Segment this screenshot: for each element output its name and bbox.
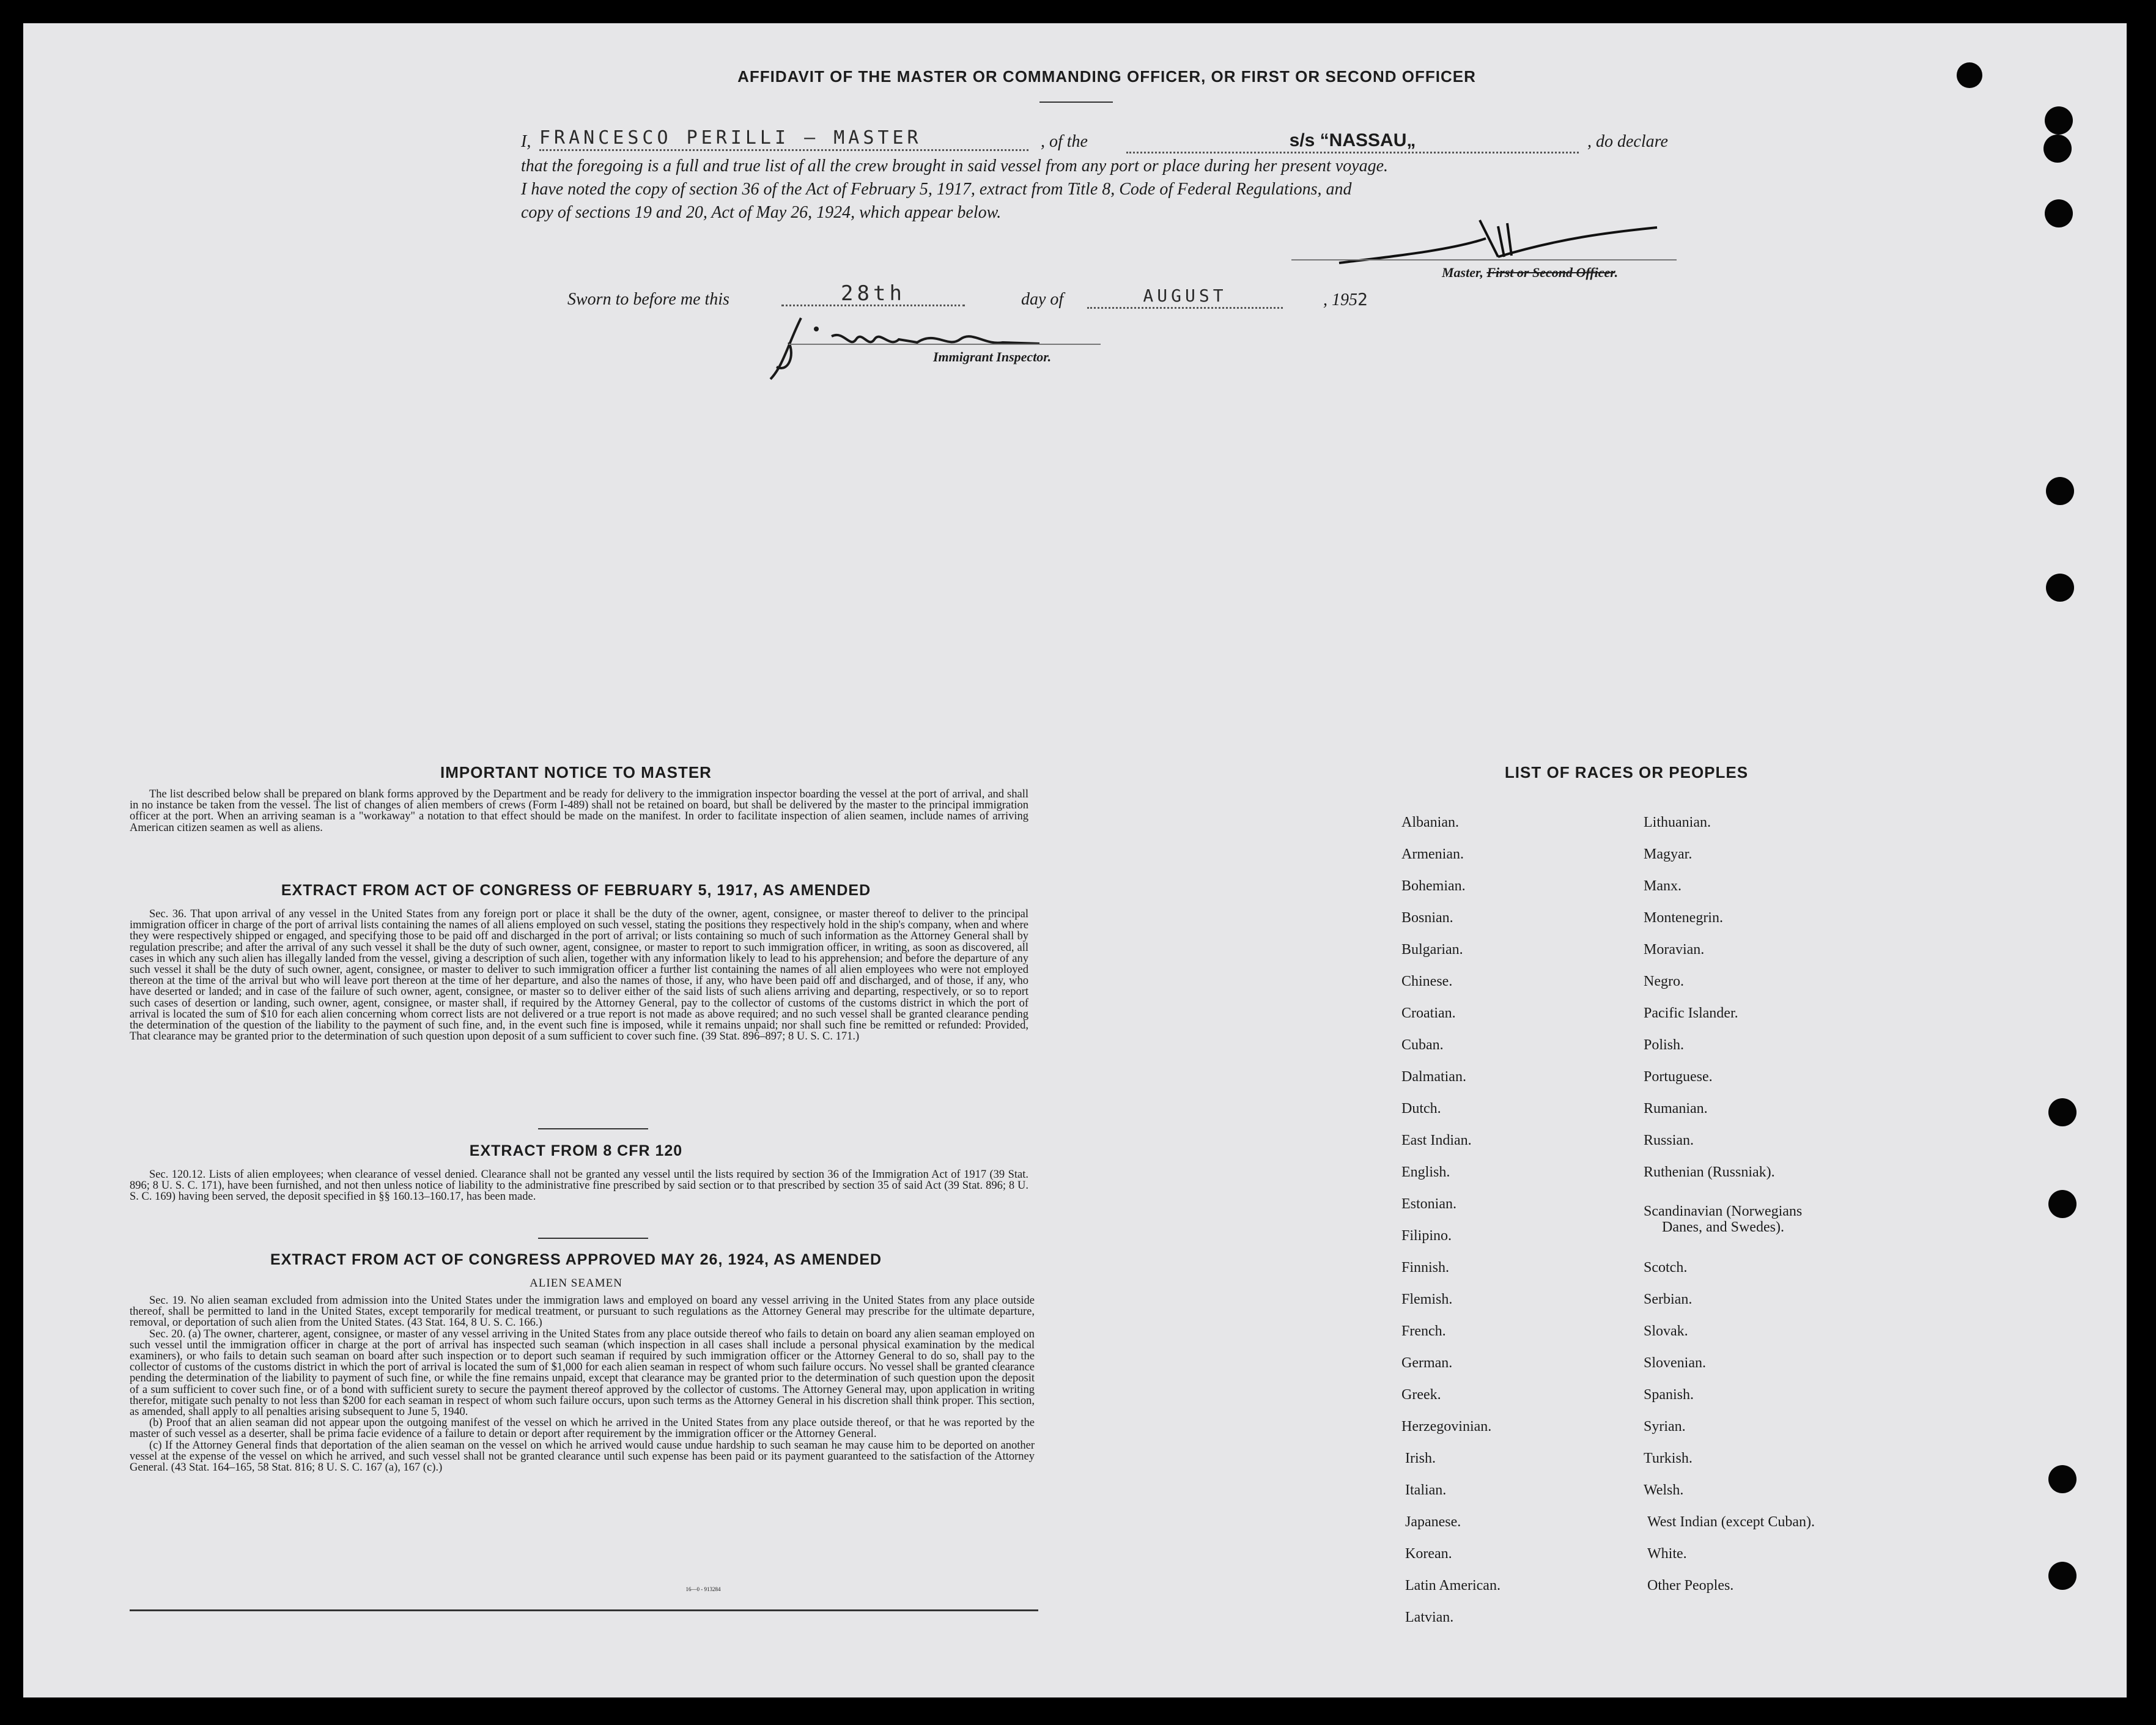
race-item: Moravian. [1644,942,1705,958]
sworn-prefix: Sworn to before me this [567,290,729,309]
race-item: Cuban. [1401,1037,1444,1053]
bottom-rule [130,1609,1038,1611]
notice-text: The list described below shall be prepared on blank forms approved by the Department and be ready for delivery to the immigration inspector boarding the vessel at the port of arrival, and shall in no instance be taken from the vessel. The list of changes of alien members of crews (Form I-489) shall not be retained on board, but shall be delivered by the master to the principal immigration officer at the port. When an arriving seaman is a "workaway" a notation to that effect should be made on the manifest. In order to facilitate inspection of alien seamen, include names of arriving American citizen seamen as well as aliens. [130,788,1028,834]
race-item: Turkish. [1644,1450,1693,1466]
punch-hole [2046,477,2074,505]
punch-hole [2048,1190,2077,1218]
sworn-day: 28th [781,283,965,306]
race-item: Polish. [1644,1037,1685,1053]
race-item: Bohemian. [1401,878,1466,894]
extract-cfr-title: EXTRACT FROM 8 CFR 120 [469,1142,683,1159]
race-item: Scotch. [1644,1260,1688,1276]
race-item: Bosnian. [1401,910,1453,926]
punch-hole [1957,62,1982,88]
extract-1924-text [130,1295,1035,1473]
race-item: Albanian. [1401,814,1459,830]
race-item: Filipino. [1401,1228,1452,1244]
race-item: Dalmatian. [1401,1069,1466,1085]
punch-hole [2048,1465,2077,1493]
race-item: Russian. [1644,1132,1694,1148]
race-item: Serbian. [1644,1291,1693,1307]
affidavit-prefix: I, [521,132,531,151]
master-name: FRANCESCO PERILLI – MASTER [539,127,1028,151]
year-prefix: , 195 [1323,290,1357,309]
race-item: Magyar. [1644,846,1693,862]
punch-hole [2045,106,2073,135]
inspector-caption: Immigrant Inspector. [933,349,1052,364]
section-20b: (b) Proof that an alien seaman did not appear upon the outgoing manifest of the vessel on which he arrived in the United States from any place outside thereof, or that he was reported by the master of such vessel as a deserter, shall be prima facie evidence of a failure to detain or deport after requirement by the immigration officer or the Attorney General. [130,1417,1035,1441]
master-caption [1442,262,1618,284]
race-item: Negro. [1644,973,1684,989]
affidavit-title: AFFIDAVIT OF THE MASTER OR COMMANDING OFFICER, OR FIRST OR SECOND OFFICER [737,67,1476,86]
race-item: Latvian. [1405,1609,1454,1625]
race-item: Italian. [1405,1482,1447,1498]
race-item: Bulgarian. [1401,942,1463,958]
race-item: Portuguese. [1644,1069,1713,1085]
race-item: Slovak. [1644,1323,1688,1339]
master-signature-line [1291,259,1677,260]
race-item: Flemish. [1401,1291,1453,1307]
race-item: Montenegrin. [1644,910,1723,926]
race-item: Syrian. [1644,1419,1686,1435]
section-20c: (c) If the Attorney General finds that deportation of the alien seaman on the vessel on which he arrived would cause undue hardship to such seaman he may cause him to be deported on another vessel at the expense of the vessel on which he arrived, and such vessel shall not be granted clearance until such expense has been paid or its payment guaranteed to the satisfaction of the Attorney General. (43 Stat. 164–165, 58 Stat. 816; 8 U. S. C. 167 (a), 167 (c).) [130,1439,1035,1474]
race-item: Dutch. [1401,1101,1441,1117]
punch-hole [2045,199,2073,227]
race-item: Japanese. [1405,1514,1461,1530]
race-item: White. [1647,1546,1687,1562]
race-item: Estonian. [1401,1196,1456,1212]
race-item: German. [1401,1355,1453,1371]
do-declare-text: , do declare [1587,132,1668,151]
race-item: Finnish. [1401,1260,1450,1276]
notice-title: IMPORTANT NOTICE TO MASTER [440,763,712,781]
race-item: Ruthenian (Russniak). [1644,1164,1775,1180]
race-item: Scandinavian (Norwegians [1644,1203,1803,1219]
race-item: Welsh. [1644,1482,1684,1498]
race-item: Armenian. [1401,846,1464,862]
race-item: Spanish. [1644,1387,1694,1403]
race-item: Pacific Islander. [1644,1005,1738,1021]
extract-1917-title: EXTRACT FROM ACT OF CONGRESS OF FEBRUARY 5, 1917, AS AMENDED [281,882,871,899]
race-item: Rumanian. [1644,1101,1708,1117]
race-item: Manx. [1644,878,1682,894]
section-19: Sec. 19. No alien seaman excluded from admission into the United States under the immigration laws and employed on board any vessel arriving in the United States from any place outside thereof, shall be permitted to land in the United States, except temporarily for medical treatment, or pursuant to such regulations as the Attorney General may prescribe for the ultimate departure, removal, or deportation of such alien from the United States. (43 Stat. 164, 8 U. S. C. 166.) [130,1295,1035,1329]
sworn-month: AUGUST [1087,285,1283,309]
race-item: Latin American. [1405,1578,1501,1594]
day-of-text: day of [1021,290,1064,309]
inspector-signature-line [789,344,1101,345]
race-item: East Indian. [1401,1132,1472,1148]
section-rule [538,1238,648,1239]
race-item: French. [1401,1323,1446,1339]
master-caption-struck: First or Second Officer [1486,265,1615,280]
race-item: Chinese. [1401,973,1453,989]
extract-1924-title: EXTRACT FROM ACT OF CONGRESS APPROVED MAY 26, 1924, AS AMENDED [270,1251,882,1268]
year-digit: 2 [1357,289,1368,309]
punch-hole [2048,1098,2077,1126]
race-item: Other Peoples. [1647,1578,1734,1594]
extract-cfr-text: Sec. 120.12. Lists of alien employees; when clearance of vessel denied. Clearance shall not be granted any vessel until the lists required by section 36 of the Immigration Act of 1917 (39 Stat. 896; 8 U. S. C. 171), have been furnished, and not then unless notice of liability to the administrative fine prescribed by said section or to that prescribed by section 35 of said Act (39 Stat. 896; 8 U. S. C. 169) having been served, the deposit specified in §§ 160.13–160.17, has been made. [130,1169,1028,1203]
sworn-year [1323,289,1368,311]
affidavit-line3: I have noted the copy of section 36 of the Act of February 5, 1917, extract from Title 8, Code of Federal Regulations, and [521,180,1352,199]
race-item: West Indian (except Cuban). [1647,1514,1815,1530]
inspector-signature [758,306,1064,385]
section-20a: Sec. 20. (a) The owner, charterer, agent, consignee, or master of any vessel arriving in the United States from any place outside thereof who fails to detain on board any alien seaman employed on such vessel until the immigration officer in charge at the port of arrival has inspected such seaman (which inspection in all cases shall include a personal physical examination by the medical examiners), or who fails to detain such seaman on board after such inspection or to deport such seaman if required by such immigration officer or the Attorney General to do so, shall pay to the collector of customs of the customs district in which the port of arrival is located the sum of $1,000 for each alien seaman in respect of whom such failure occurs. No vessel shall be granted clearance pending the determination of the liability to payment of such fine, or while the fine remains unpaid, except that clearance may be granted prior to the determination of such question upon the deposit of a sum sufficient to cover such fine, or of a bond with sufficient surety to secure the payment thereof approved by the collector of customs. The Attorney General may, upon application in writing therefor, mitigate such penalty to not less than $200 for each seaman in respect of whom such failure occurs, upon such terms as the Attorney General in his discretion shall think proper. This section, as amended, shall apply to all penalties arising subsequent to June 5, 1940. [130,1328,1035,1419]
master-caption-suffix: . [1614,265,1619,280]
race-item: Croatian. [1401,1005,1456,1021]
race-item: Irish. [1405,1450,1436,1466]
punch-hole [2046,574,2074,602]
race-item: Lithuanian. [1644,814,1711,830]
of-the-text: , of the [1041,132,1088,151]
race-item: Herzegovinian. [1401,1419,1492,1435]
race-item: English. [1401,1164,1450,1180]
punch-hole [2048,1562,2077,1590]
section-rule [538,1128,648,1129]
affidavit-line1 [521,127,1683,155]
race-item: Danes, and Swedes). [1662,1219,1784,1235]
punch-hole [2043,135,2072,163]
affidavit-line4: copy of sections 19 and 20, Act of May 26, 1924, which appear below. [521,203,1002,222]
race-item: Slovenian. [1644,1355,1706,1371]
races-title: LIST OF RACES OR PEOPLES [1504,763,1749,781]
master-caption-prefix: Master, [1442,265,1483,280]
alien-seamen-subtitle: ALIEN SEAMEN [530,1277,622,1290]
vessel-name: s/s “NASSAU„ [1126,130,1579,153]
affidavit-line2: that the foregoing is a full and true list of all the crew brought in said vessel from any port or place during her present voyage. [521,157,1389,175]
extract-1917-text: Sec. 36. That upon arrival of any vessel in the United States from any foreign port or place it shall be the duty of the owner, agent, consignee, or master thereof to deliver to the principal immigration officer in charge of the port of arrival lists containing the names of all aliens employed on such vessel, stating the positions they respectively hold in the ship's company, when and where they were respectively shipped or engaged, and specifying those to be paid off and discharged in the port of arrival; or lists containing so much of such information as the Attorney General shall by regulation prescribe; and after the arrival of any such vessel it shall be the duty of such owner, agent, consignee, or master to report to such immigration officer, in writing, as soon as discovered, all cases in which any such alien has illegally landed from the vessel, giving a description of such alien, together with any information likely to lead to his apprehension; and before the departure of any such vessel it shall be the duty of such owner, agent, consignee, or master to deliver to such immigration officer a further list containing the names of all alien employees who were not employed thereon at the time of the arrival but who will leave port thereon at the time of her departure, and also the names of those, if any, who have been paid off and discharged, and of those, if any, who have deserted or landed; and in case of the failure of such owner, agent, consignee, or master so to deliver either of the said lists of such aliens arriving and departing, respectively, or so to report such cases of desertion or landing, such owner, agent, consignee, or master shall, if required by the Attorney General, pay to the collector of customs of the customs district in which the port of arrival is located the sum of $10 for each alien concerning whom correct lists are not delivered or a true report is not made as above required; and no such vessel shall be granted clearance pending the determination of the question of the liability to the payment of such fine, and, in the event such fine is imposed, while it remains unpaid; nor shall such fine be remitted or refunded: Provided, That clearance may be granted prior to the determination of such question upon deposit of a sum sufficient to cover such fine. (39 Stat. 896–897; 8 U. S. C. 171.) [130,908,1028,1043]
race-item: Greek. [1401,1387,1441,1403]
title-rule [1039,102,1113,103]
race-item: Korean. [1405,1546,1452,1562]
print-code: 16—0 - 913284 [685,1586,721,1592]
